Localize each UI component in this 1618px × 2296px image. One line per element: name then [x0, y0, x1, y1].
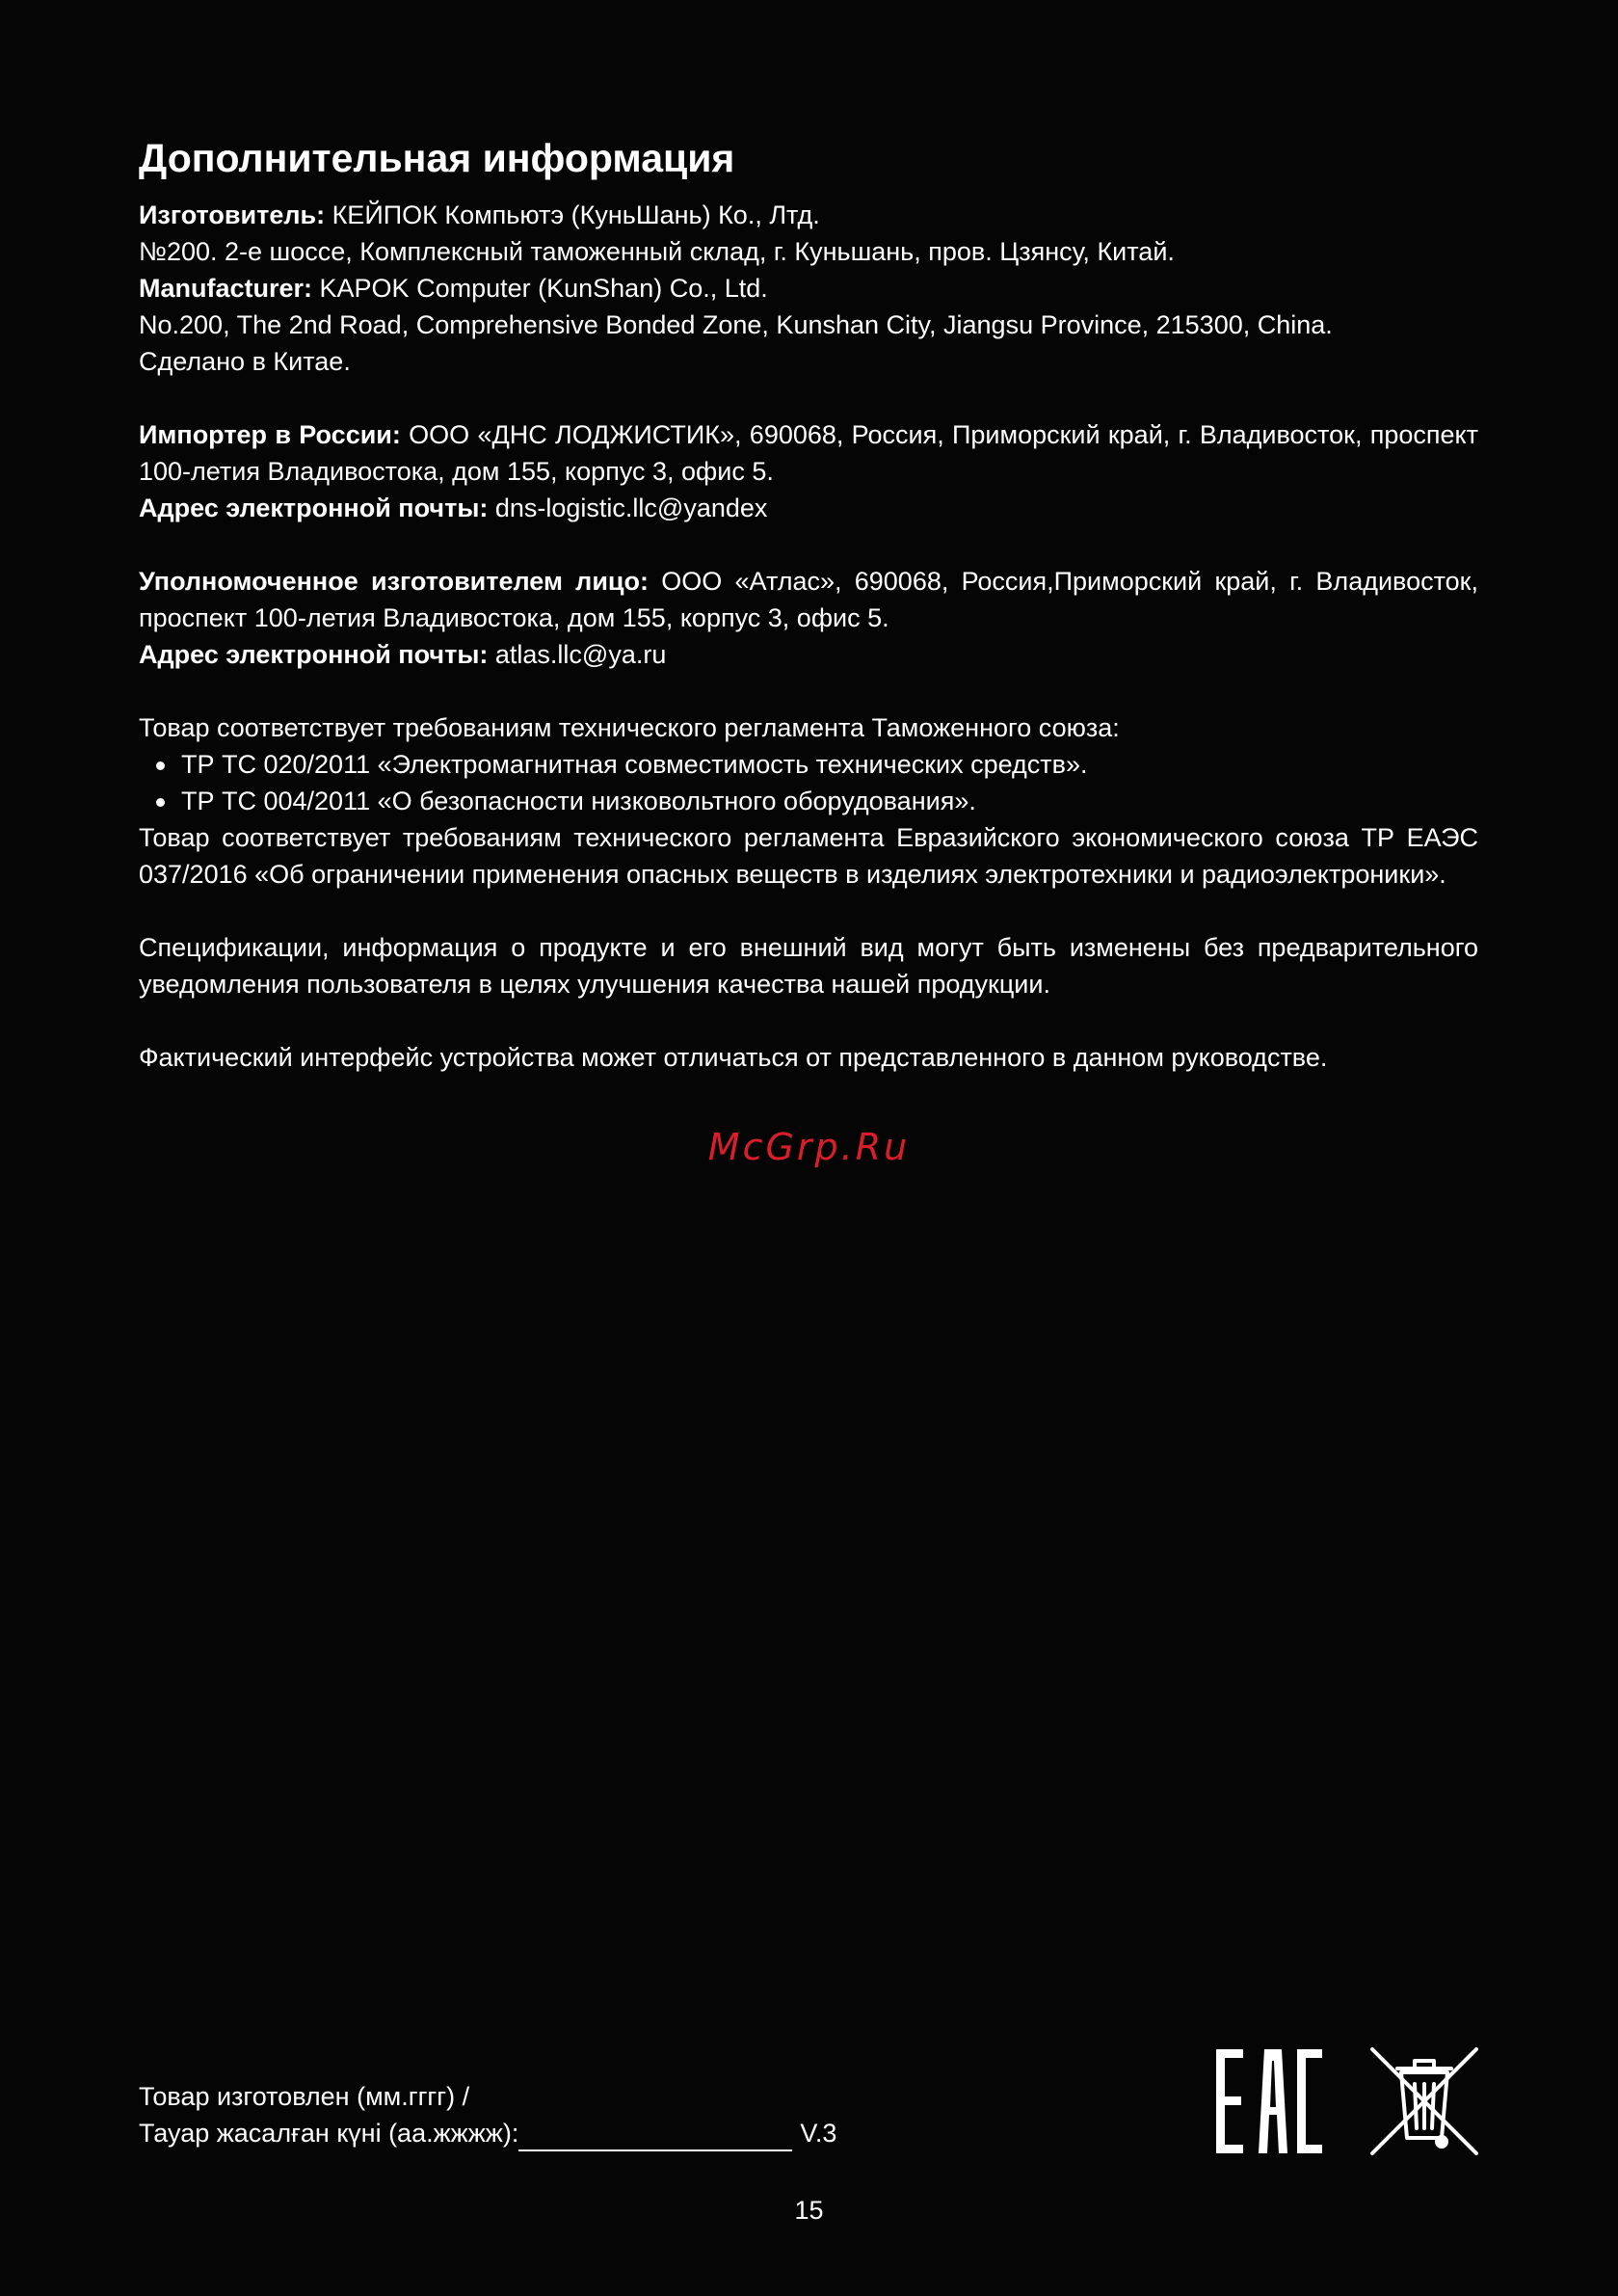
eac-mark-icon [1216, 2049, 1322, 2153]
authorized-email-value: atlas.llc@ya.ru [488, 640, 667, 669]
manufacture-date-block [139, 2078, 836, 2151]
crossed-bin-icon [1368, 2045, 1480, 2157]
authorized-label: Уполномоченное изготовителем лицо: [139, 567, 650, 596]
authorized-text: ООО «Атлас», 690068, Россия,Приморский край, г. Владивосток, проспект 100-летия Владивостока, дом 155, корпус 3, офис 5. [139, 567, 1478, 632]
importer-email [139, 490, 1478, 526]
content [139, 133, 1478, 1076]
page-number: 15 [794, 2196, 824, 2225]
manufacturer-ru-name: КЕЙПОК Компьютэ (КуньШань) Ко., Лтд. [325, 200, 820, 229]
list-item: ТР ТС 004/2011 «О безопасности низковольтного оборудования». [181, 783, 1478, 819]
importer-email-value: dns-logistic.llc@yandex [488, 494, 768, 522]
manufacturer-ru-address: №200. 2-е шоссе, Комплексный таможенный склад, г. Куньшань, пров. Цзянсу, Китай. [139, 237, 1175, 266]
compliance-eaes: Товар соответствует требованиям технического регламента Евразийского экономического союза ТР ЕАЭС 037/2016 «Об ограничении применения опасных веществ в изделиях электротехники и радиоэлектроники». [139, 823, 1478, 889]
manufacture-date-kz [139, 2115, 836, 2151]
watermark: McGrp.Ru [707, 1126, 911, 1168]
importer-text: ООО «ДНС ЛОДЖИСТИК», 690068, Россия, Приморский край, г. Владивосток, проспект 100-летия Владивостока, дом 155, корпус 3, офис 5. [139, 420, 1479, 486]
manufacturer-en-name: KAPOK Computer (KunShan) Co., Ltd. [312, 274, 768, 303]
manufacturer-ru [139, 197, 1478, 233]
spacer [139, 893, 1478, 929]
manufacturer-en-label: Manufacturer: [139, 274, 313, 303]
authorized-email [139, 636, 1478, 673]
compliance-intro: Товар соответствует требованиям технического регламента Таможенного союза: [139, 713, 1120, 742]
compliance-list [139, 746, 1478, 819]
importer [139, 416, 1478, 490]
manufacturer-ru-label: Изготовитель: [139, 200, 326, 229]
manufacture-date-ru: Товар изготовлен (мм.гггг) / [139, 2082, 470, 2111]
spacer [139, 380, 1478, 416]
spacer [139, 673, 1478, 709]
importer-label: Импортер в России: [139, 420, 401, 449]
date-blank-line [518, 2121, 792, 2151]
version-label: V.3 [800, 2119, 837, 2148]
manufacturer-en [139, 270, 1478, 307]
page-title: Дополнительная информация [139, 136, 735, 180]
specs-notice: Спецификации, информация о продукте и его внешний вид могут быть изменены без предварительного уведомления пользователя в целях улучшения качества нашей продукции. [139, 933, 1478, 999]
manufacture-date-kz-label: Тауар жасалған күні (аа.жжжж): [139, 2119, 519, 2148]
list-item: ТР ТС 020/2011 «Электромагнитная совместимость технических средств». [181, 746, 1478, 783]
importer-email-label: Адрес электронной почты: [139, 494, 489, 522]
spacer [139, 526, 1478, 563]
manufacturer-en-address: No.200, The 2nd Road, Comprehensive Bonded Zone, Kunshan City, Jiangsu Province, 215300, China. [139, 310, 1333, 339]
made-in: Сделано в Китае. [139, 347, 351, 376]
authorized-email-label: Адрес электронной почты: [139, 640, 489, 669]
authorized-person [139, 563, 1478, 636]
spacer [139, 1002, 1478, 1039]
interface-notice: Фактический интерфейс устройства может отличаться от представленного в данном руководстве. [139, 1043, 1328, 1072]
